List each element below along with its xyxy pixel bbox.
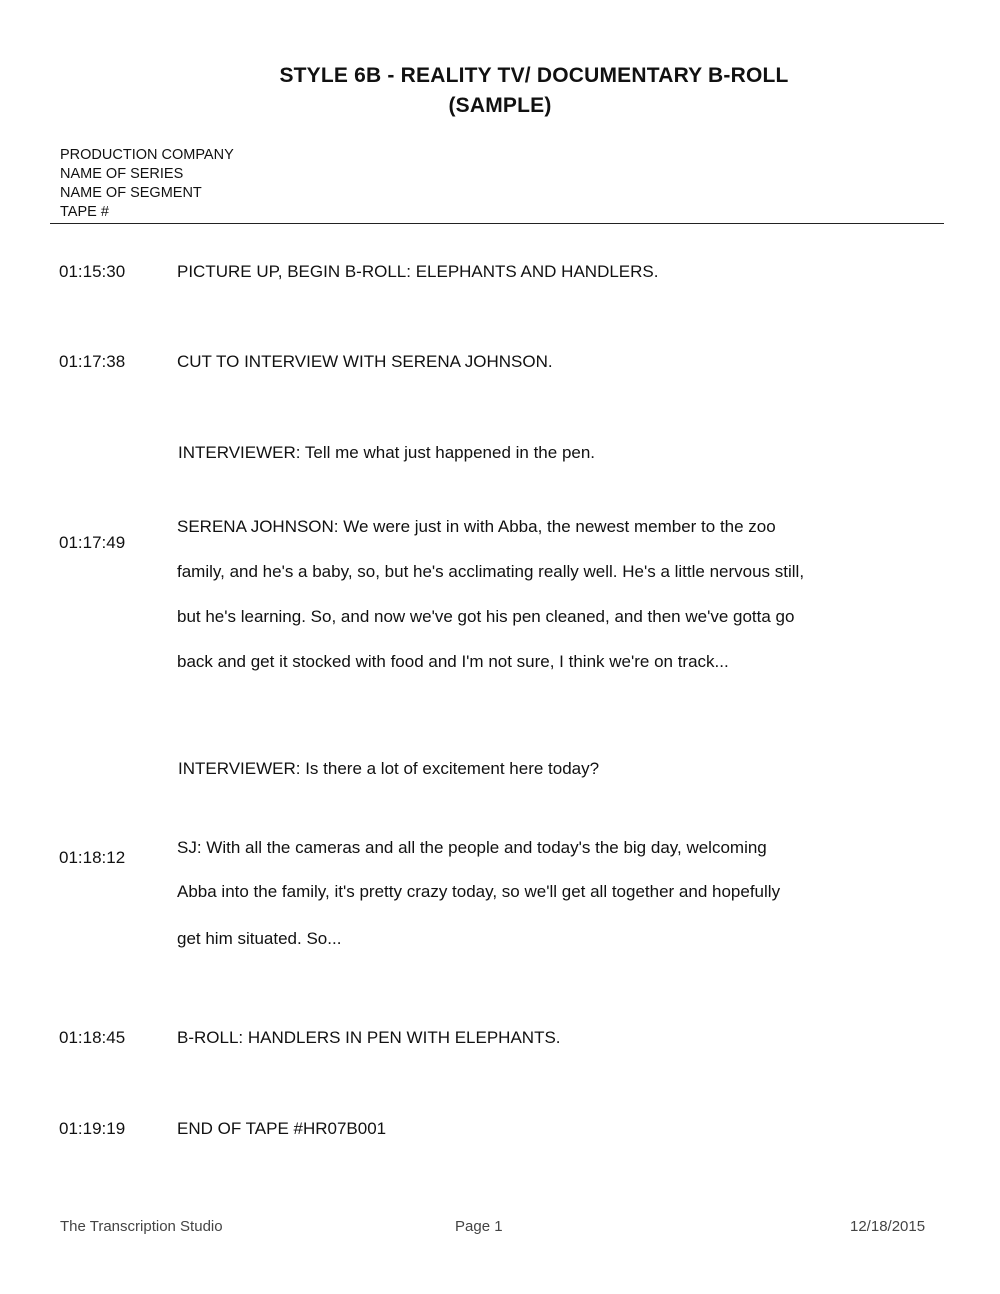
header-fields bbox=[60, 146, 234, 222]
interviewer-question: INTERVIEWER: Is there a lot of excitement here today? bbox=[178, 759, 600, 778]
production-company-field: PRODUCTION COMPANY bbox=[60, 147, 234, 163]
timecode: 01:15:30 bbox=[59, 262, 126, 281]
footer-page-number: Page 1 bbox=[455, 1218, 503, 1235]
footer-studio: The Transcription Studio bbox=[60, 1218, 223, 1235]
answer-line: get him situated. So... bbox=[177, 929, 342, 948]
answer-line: SJ: With all the cameras and all the people and today's the big day, welcoming bbox=[177, 838, 767, 857]
timecode: 01:19:19 bbox=[59, 1119, 126, 1138]
document-subtitle: (SAMPLE) bbox=[448, 94, 552, 117]
timecode: 01:17:49 bbox=[59, 533, 126, 552]
answer-line: back and get it stocked with food and I'm not sure, I think we're on track... bbox=[177, 652, 729, 671]
answer-line: but he's learning. So, and now we've got his pen cleaned, and then we've gotta go bbox=[177, 607, 795, 626]
entry-text: PICTURE UP, BEGIN B-ROLL: ELEPHANTS AND HANDLERS. bbox=[177, 262, 659, 281]
tape-number-field: TAPE # bbox=[60, 204, 109, 220]
answer-line: Abba into the family, it's pretty crazy today, so we'll get all together and hopefully bbox=[177, 882, 781, 901]
header-divider bbox=[50, 223, 944, 224]
entry-text: CUT TO INTERVIEW WITH SERENA JOHNSON. bbox=[177, 352, 553, 371]
interviewer-question: INTERVIEWER: Tell me what just happened in the pen. bbox=[178, 443, 596, 462]
series-name-field: NAME OF SERIES bbox=[60, 166, 184, 182]
segment-name-field: NAME OF SEGMENT bbox=[60, 185, 202, 201]
entry-text: B-ROLL: HANDLERS IN PEN WITH ELEPHANTS. bbox=[177, 1028, 561, 1047]
answer-line: family, and he's a baby, so, but he's acclimating really well. He's a little nervous still, bbox=[177, 562, 805, 581]
entry-text: END OF TAPE #HR07B001 bbox=[177, 1119, 387, 1138]
timecode: 01:17:38 bbox=[59, 352, 126, 371]
timecode: 01:18:12 bbox=[59, 848, 126, 867]
answer-line: SERENA JOHNSON: We were just in with Abba, the newest member to the zoo bbox=[177, 517, 776, 536]
timecode: 01:18:45 bbox=[59, 1028, 126, 1047]
document-title: STYLE 6B - REALITY TV/ DOCUMENTARY B-ROLL bbox=[279, 64, 789, 87]
footer-date: 12/18/2015 bbox=[850, 1218, 926, 1235]
